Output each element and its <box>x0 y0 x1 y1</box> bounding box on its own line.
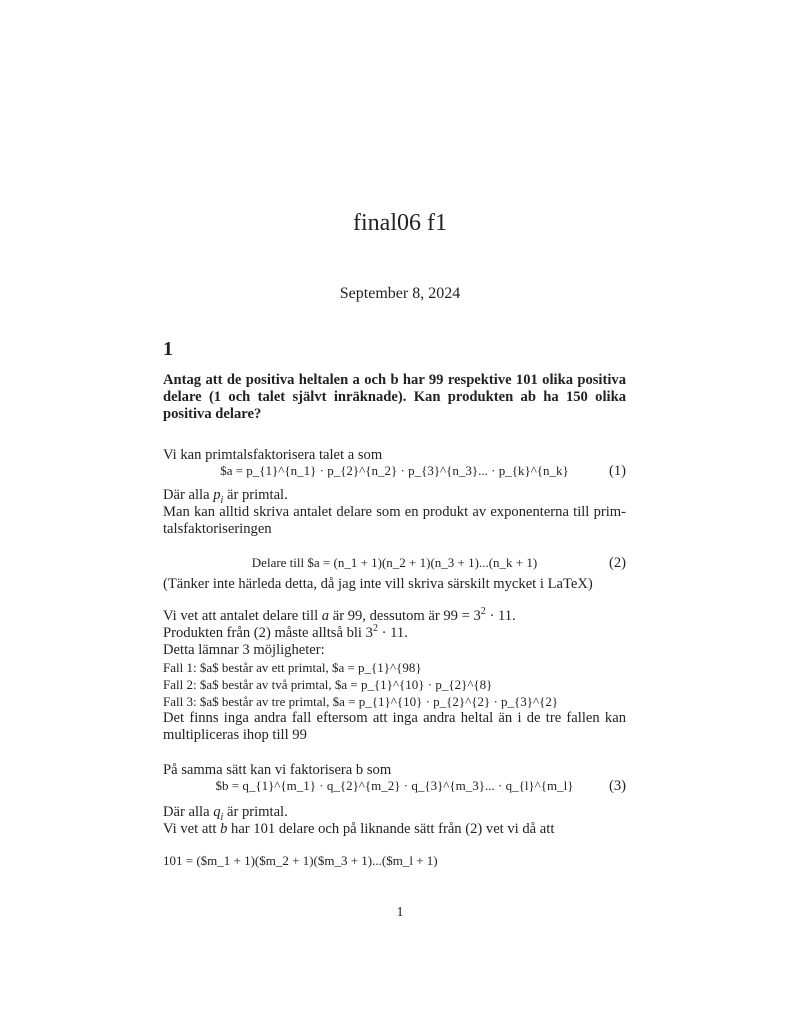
line-3: Detta lämnar 3 möjligheter: <box>163 642 325 658</box>
divisor-text <box>163 504 626 538</box>
equation-3-body: $b = q_{1}^{m_1} · q_{2}^{m_2} · q_{3}^{m_3}... · q_{l}^{m_l} <box>215 778 574 793</box>
prime-b: Där alla $q_i$ är primtal. <box>163 804 288 823</box>
document-title: final06 f1 <box>353 210 447 236</box>
divisor-text-body: Man kan alltid skriva antalet delare som en produkt av exponenterna till prim-talsfaktoriseringen <box>163 504 626 537</box>
note: (Tänker inte härleda detta, då jag inte vill skriva särskilt mycket i LaTeX) <box>163 576 593 592</box>
page-number: 1 <box>396 905 404 920</box>
case-2: Fall 2: $a$ består av två primtal, $a = p_{1}^{10} · p_{2}^{8} <box>163 677 493 692</box>
b-text: Vi vet att b har 101 delare och på liknande sätt från (2) vet vi då att <box>163 821 555 837</box>
equation-1 <box>163 461 626 481</box>
case-3: Fall 3: $a$ består av tre primtal, $a = p_{1}^{10} · p_{2}^{2} · p_{3}^{2} <box>163 694 559 709</box>
intro-b: På samma sätt kan vi faktorisera b som <box>163 762 392 778</box>
equation-3 <box>163 776 626 796</box>
equation-3-number: (3) <box>608 778 626 794</box>
equation-1-number: (1) <box>608 463 626 479</box>
line-1: Vi vet att antalet delare till a är 99, dessutom är $99 = 3^2 \cdot 11$. <box>163 606 516 624</box>
equation-1-body: $a = p_{1}^{n_1} · p_{2}^{n_2} · p_{3}^{n_3}... · p_{k}^{n_k} <box>220 463 569 478</box>
prime-a: Där alla $p_i$ är primtal. <box>163 487 288 506</box>
document-date: September 8, 2024 <box>339 285 461 302</box>
equation-2 <box>163 553 626 573</box>
case-1: Fall 1: $a$ består av ett primtal, $a = p_{1}^{98} <box>163 660 422 675</box>
equation-2-number: (2) <box>608 555 626 571</box>
question-text: Antag att de positiva heltalen a och b har 99 respektive 101 olika positiva delare (1 och talet självt inräknade). Kan produkten ab ha 150 olika positiva delare? <box>163 372 626 422</box>
line-2: Produkten från (2) måste alltså bli $3^2 \cdot 11$. <box>163 623 408 641</box>
section-heading: 1 <box>163 338 173 360</box>
intro-a: Vi kan primtalsfaktorisera talet a som <box>163 447 383 463</box>
equation-2-body: Delare till $a = (n_1 + 1)(n_2 + 1)(n_3 + 1)...(n_k + 1) <box>251 555 538 570</box>
equation-4: 101 = ($m_1 + 1)($m_2 + 1)($m_3 + 1)...($m_l + 1) <box>163 853 438 868</box>
line-7: Det finns inga andra fall eftersom att inga andra heltal än i de tre fallen kan multipliceras ihop till 99 <box>163 710 626 743</box>
